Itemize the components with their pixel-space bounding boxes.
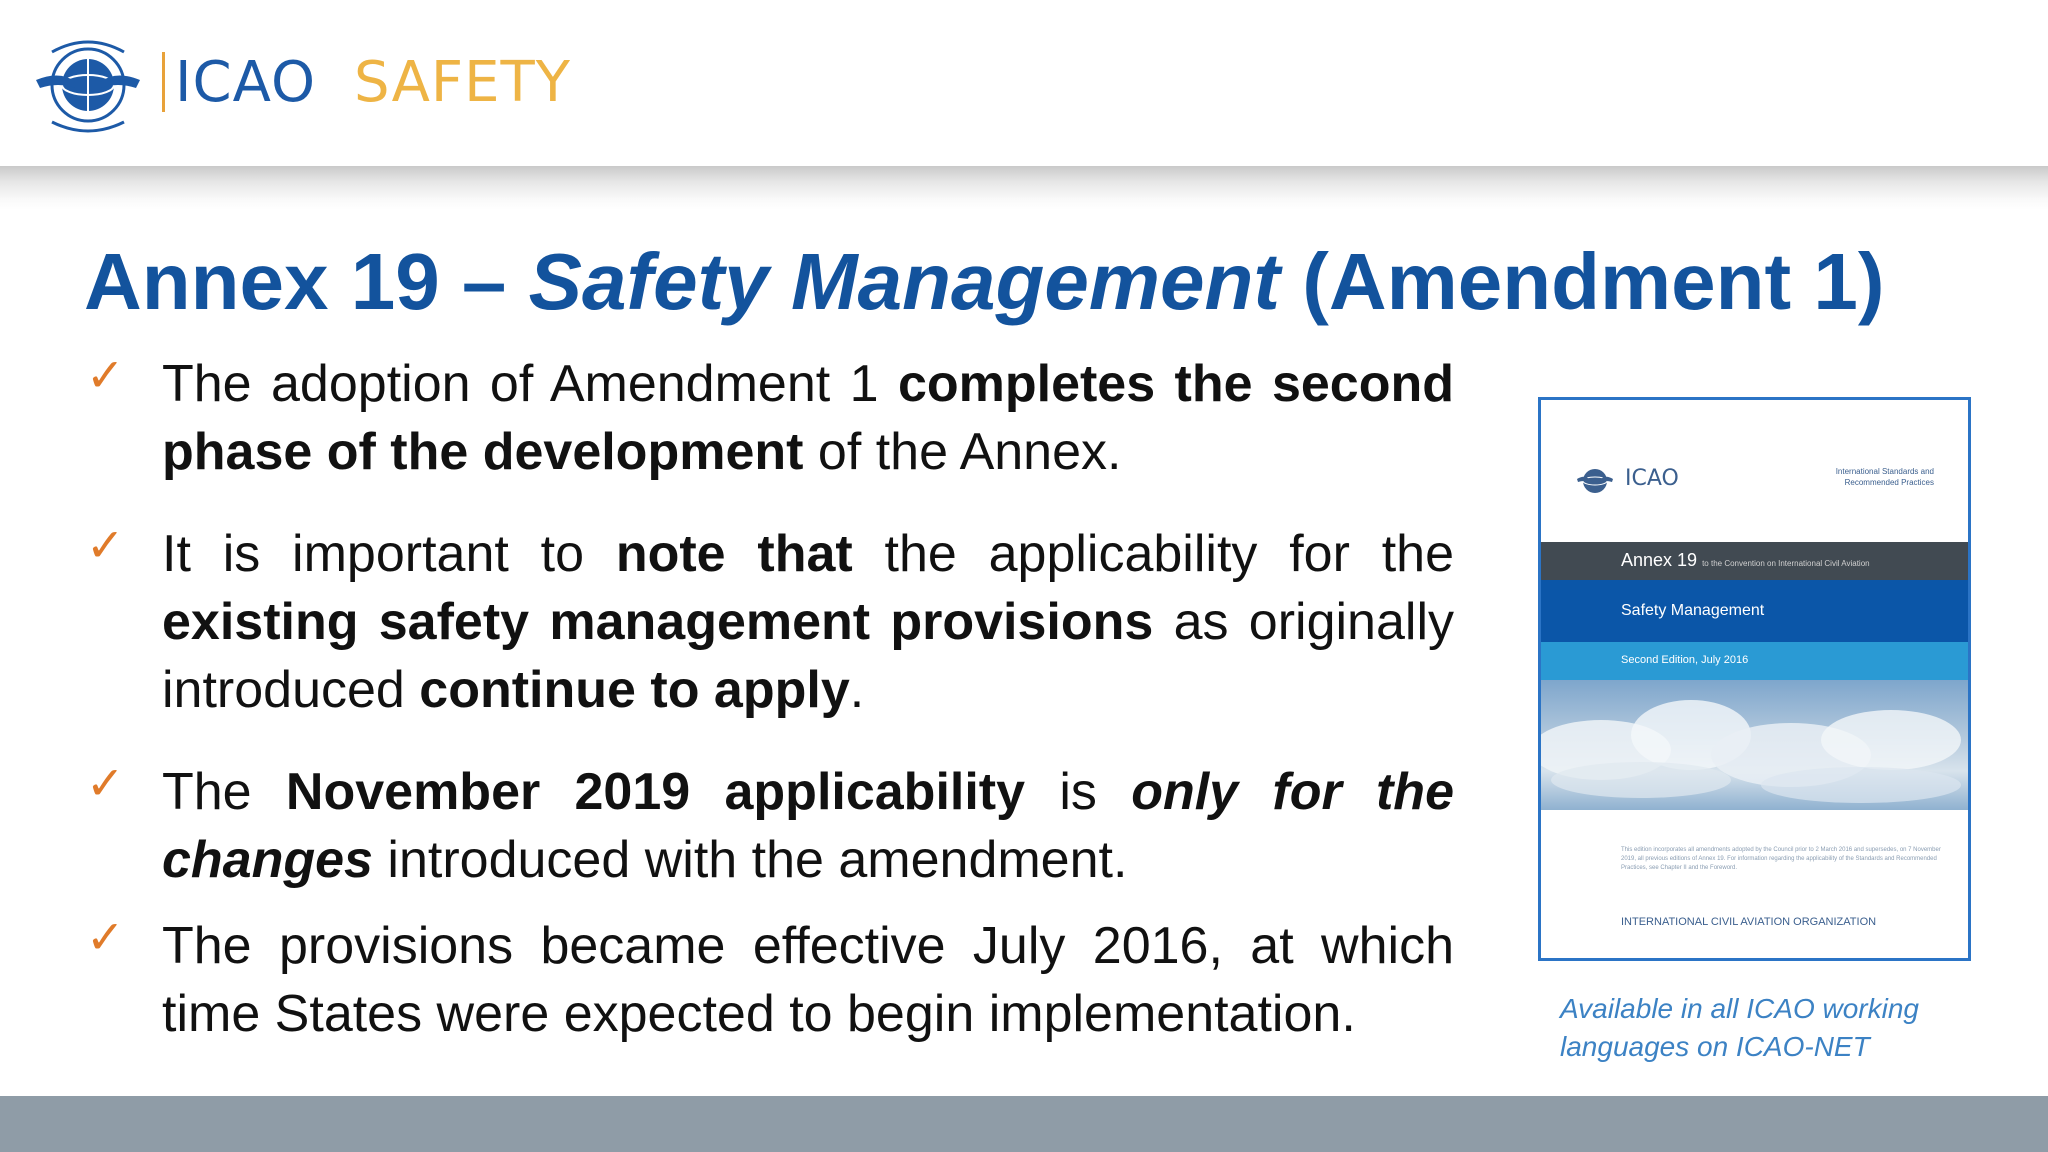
icao-emblem-icon [30, 30, 146, 140]
emphasis-run: continue to apply [419, 661, 850, 719]
cover-fine-print: This edition incorporates all amendments adopted by the Council prior to 2 March 2016 and supersedes, on 7 November 2019, all previous editions of Annex 19. For information regarding the applicability of the Standards and Recommended Practices, see Chapter II and the Foreword. [1621, 847, 1941, 871]
cover-edition: Second Edition, July 2016 [1621, 654, 1749, 666]
title-suffix: (Amendment 1) [1279, 237, 1885, 326]
text-run: The adoption of Amendment 1 [162, 355, 898, 413]
section-label: SAFETY [354, 50, 571, 115]
cover-caption [1560, 990, 1919, 1066]
annex-19-cover-image [1538, 397, 1971, 961]
emphasis-run: only for the changes [162, 763, 1454, 889]
checkmark-icon: ✓ [86, 518, 125, 572]
bullet-text [162, 758, 1454, 894]
emphasis-run: November 2019 applicability [285, 763, 1026, 821]
header-shadow [0, 166, 2048, 210]
footer-bar [0, 1096, 2048, 1152]
icao-wordmark: ICAO [175, 50, 317, 115]
slide-title [84, 234, 1884, 330]
cover-cloud-photo [1541, 680, 1968, 810]
header-bar [0, 0, 2048, 166]
checkmark-icon: ✓ [86, 348, 125, 402]
text-run: The [162, 763, 286, 821]
bullet-text [162, 350, 1454, 486]
emphasis-run: note that [615, 525, 853, 583]
cover-isarp-label: International Standards and Recommended Practices [1835, 467, 1934, 487]
cover-wordmark: ICAO [1625, 466, 1679, 491]
caption-line-2: languages on ICAO-NET [1560, 1031, 1870, 1062]
emphasis-run: existing safety management provisions [162, 593, 1154, 651]
cover-annex-title [1621, 550, 1870, 571]
text-run: introduced with the amendment. [372, 831, 1128, 889]
logo-separator [162, 52, 165, 112]
text-run: of the Annex. [803, 423, 1122, 481]
bullet-text [162, 912, 1454, 1048]
cover-annex-number: Annex 19 [1621, 550, 1698, 570]
title-italic: Safety Management [528, 237, 1280, 326]
text-run: is [1025, 763, 1132, 821]
caption-line-1: Available in all ICAO working [1560, 993, 1919, 1024]
text-run: . [849, 661, 865, 719]
cover-annex-subtitle: to the Convention on International Civil Aviation [1702, 559, 1870, 568]
cover-edition-band [1541, 642, 1968, 680]
icao-emblem-icon [1575, 462, 1615, 500]
checkmark-icon: ✓ [86, 910, 125, 964]
bullet-text [162, 520, 1454, 724]
cover-subject: Safety Management [1621, 602, 1765, 619]
text-run: The provisions became effective July 2016, at which time States were expected to begin implementation. [162, 917, 1454, 1043]
text-run: as originally introduced [162, 593, 1454, 719]
text-run: It is important to [162, 525, 616, 583]
title-prefix: Annex 19 – [84, 237, 529, 326]
text-run: the applicability for the [852, 525, 1454, 583]
emphasis-run: completes the second phase of the development [162, 355, 1455, 481]
checkmark-icon: ✓ [86, 756, 125, 810]
cover-organization: INTERNATIONAL CIVIL AVIATION ORGANIZATION [1621, 916, 1877, 928]
